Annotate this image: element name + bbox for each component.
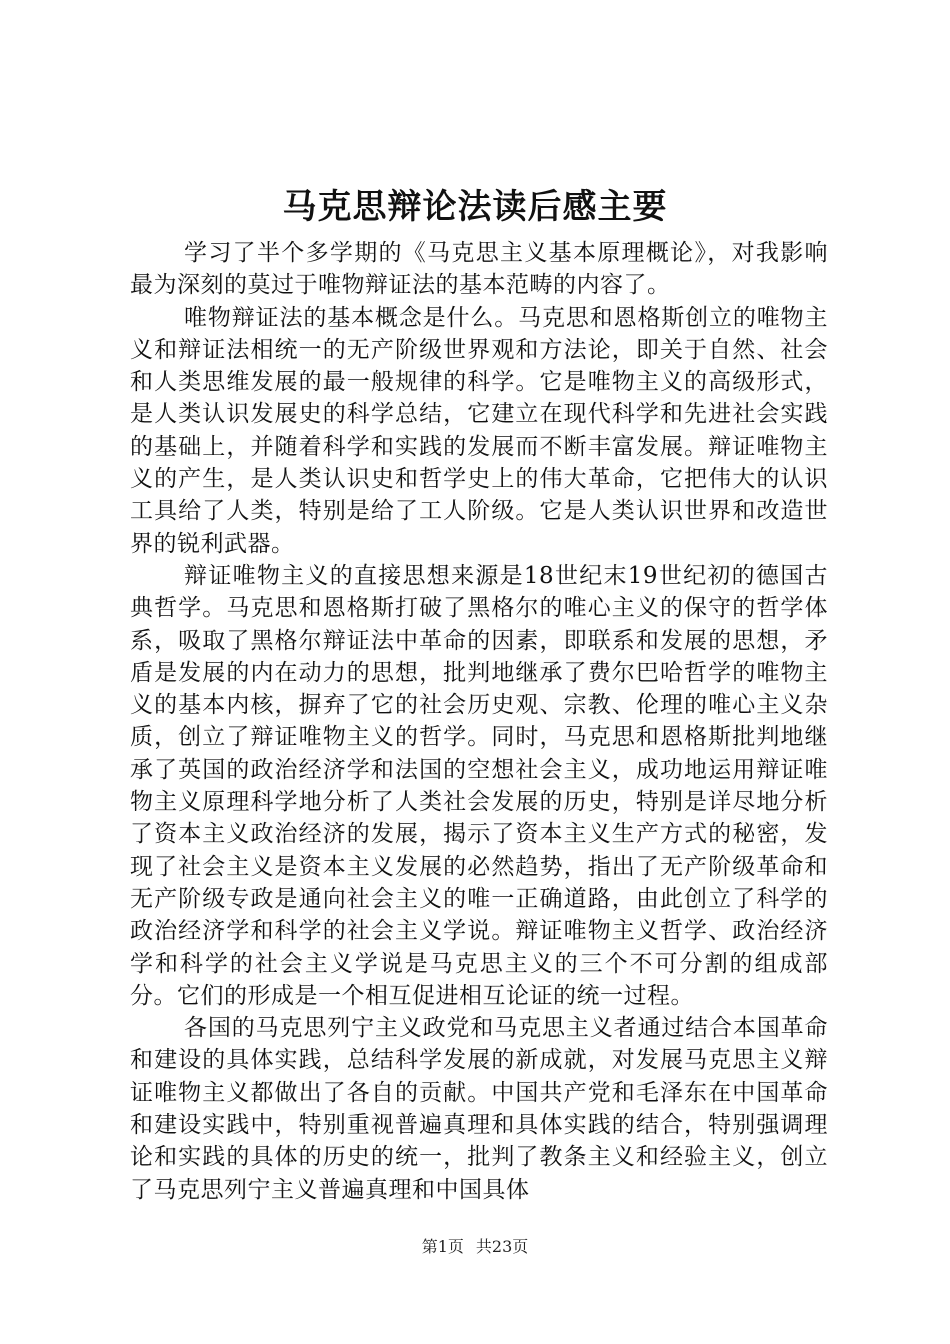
page-total: 共23页 bbox=[475, 1237, 529, 1256]
document-body bbox=[130, 237, 828, 1206]
paragraph-3: 辩证唯物主义的直接思想来源是18世纪末19世纪初的德国古典哲学。马克思和恩格斯打破了黑格尔的唯心主义的保守的哲学体系，吸取了黑格尔辩证法中革命的因素，即联系和发展的思想，矛盾是发展的内在动力的思想，批判地继承了费尔巴哈哲学的唯物主义的基本内核，摒弃了它的社会历史观、宗教、伦理的唯心主义杂质，创立了辩证唯物主义的哲学。同时，马克思和恩格斯批判地继承了英国的政治经济学和法国的空想社会主义，成功地运用辩证唯物主义原理科学地分析了人类社会发展的历史，特别是详尽地分析了资本主义政治经济的发展，揭示了资本主义生产方式的秘密，发现了社会主义是资本主义发展的必然趋势，指出了无产阶级革命和无产阶级专政是通向社会主义的唯一正确道路，由此创立了科学的政治经济学和科学的社会主义学说。辩证唯物主义哲学、政治经济学和科学的社会主义学说是马克思主义的三个不可分割的组成部分。它们的形成是一个相互促进相互论证的统一过程。 bbox=[130, 562, 828, 1009]
paragraph-1: 学习了半个多学期的《马克思主义基本原理概论》，对我影响最为深刻的莫过于唯物辩证法的基本范畴的内容了。 bbox=[130, 240, 828, 299]
document-title: 马克思辩论法读后感主要 bbox=[282, 187, 668, 227]
paragraph-4: 各国的马克思列宁主义政党和马克思主义者通过结合本国革命和建设的具体实践，总结科学发展的新成就，对发展马克思主义辩证唯物主义都做出了各自的贡献。中国共产党和毛泽东在中国革命和建设实践中，特别重视普遍真理和具体实践的结合，特别强调理论和实践的具体的历史的统一，批判了教条主义和经验主义，创立了马克思列宁主义普遍真理和中国具体 bbox=[130, 1015, 828, 1203]
page-number: 第1页 bbox=[421, 1237, 464, 1256]
page-footer bbox=[0, 1236, 950, 1258]
paragraph-2: 唯物辩证法的基本概念是什么。马克思和恩格斯创立的唯物主义和辩证法相统一的无产阶级世界观和方法论，即关于自然、社会和人类思维发展的最一般规律的科学。它是唯物主义的高级形式，是人类认识发展史的科学总结，它建立在现代科学和先进社会实践的基础上，并随着科学和实践的发展而不断丰富发展。辩证唯物主义的产生，是人类认识史和哲学史上的伟大革命，它把伟大的认识工具给了人类，特别是给了工人阶级。它是人类认识世界和改造世界的锐利武器。 bbox=[130, 304, 828, 557]
